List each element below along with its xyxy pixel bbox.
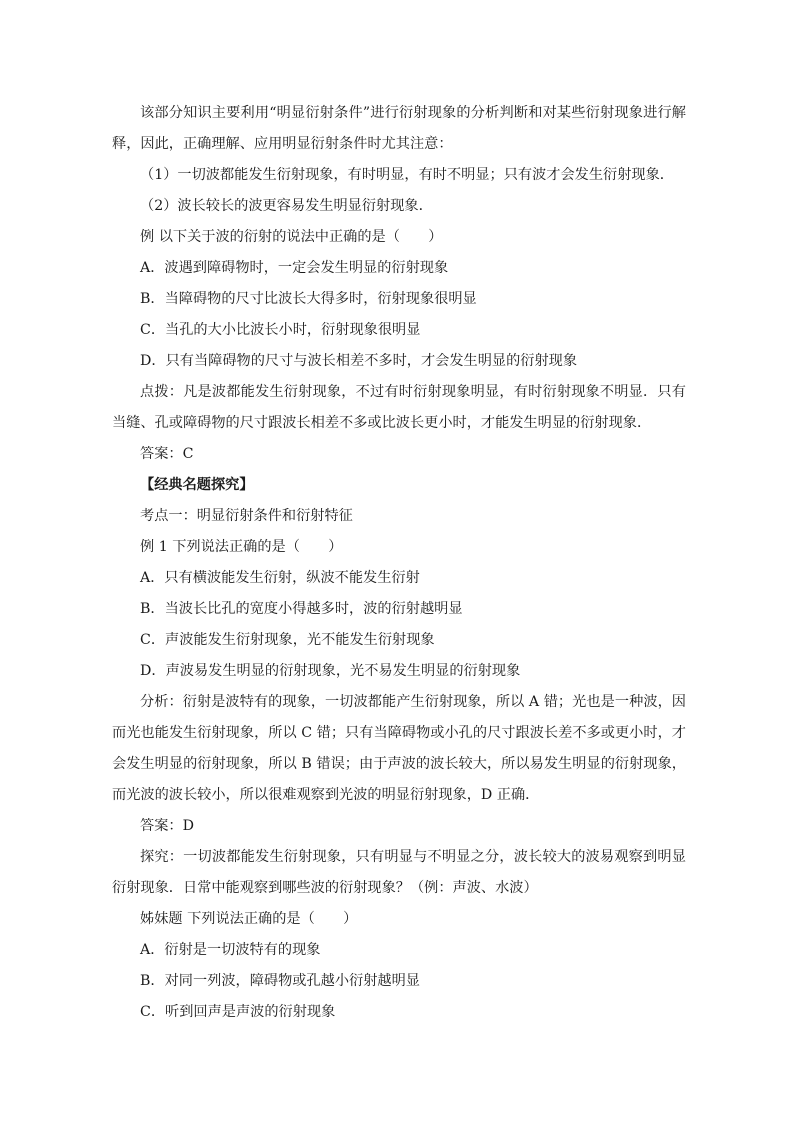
sister-option-a: A．衍射是一切波特有的现象 <box>140 942 321 958</box>
example1-option-d: D．声波易发生明显的衍射现象，光不易发生明显的衍射现象 <box>140 663 521 679</box>
example1-explore: 探究：一切波都能发生衍射现象，只有明显与不明显之分，波长较大的波易观察到明显衍射现象．日常中能观察到哪些波的衍射现象？（例：声波、水波） <box>112 849 686 896</box>
sister-option-c: C．听到回声是声波的衍射现象 <box>140 1004 336 1020</box>
example-option-c: C．当孔的大小比波长小时，衍射现象很明显 <box>140 322 421 338</box>
sister-question: 姊妹题 下列说法正确的是（ ） <box>140 911 358 927</box>
document-page <box>112 98 686 1028</box>
example1-answer: 答案：D <box>140 818 194 834</box>
intro-point-2: （2）波长较长的波更容易发生明显衍射现象． <box>140 198 433 214</box>
example1-analysis: 分析：衍射是波特有的现象，一切波都能产生衍射现象，所以 A 错；光也是一种波，因而光也能发生衍射现象，所以 C 错；只有当障碍物或小孔的尺寸跟波长差不多或更小时，才会发生明显的衍射现象，所以 B 错误；由于声波的波长较大，所以易发生明显的衍射现象，而光波的波长较小，所以很难观察到光波的明显衍射现象，D 正确． <box>112 694 686 803</box>
example-option-d: D．只有当障碍物的尺寸与波长相差不多时，才会发生明显的衍射现象 <box>140 353 578 369</box>
example-option-a: A．波遇到障碍物时，一定会发生明显的衍射现象 <box>140 260 449 276</box>
intro-paragraph: 该部分知识主要利用“明显衍射条件”进行衍射现象的分析判断和对某些衍射现象进行解释，因此，正确理解、应用明显衍射条件时尤其注意： <box>112 105 686 152</box>
example1-option-b: B．当波长比孔的宽度小得越多时，波的衍射越明显 <box>140 601 463 617</box>
example1-question: 例 1 下列说法正确的是（ ） <box>140 539 343 555</box>
example-answer: 答案：C <box>140 446 194 462</box>
section-point: 考点一：明显衍射条件和衍射特征 <box>140 508 353 524</box>
example-option-b: B．当障碍物的尺寸比波长大得多时，衍射现象很明显 <box>140 291 477 307</box>
intro-point-1: （1）一切波都能发生衍射现象，有时明显，有时不明显；只有波才会发生衍射现象． <box>140 167 674 183</box>
sister-option-b: B．对同一列波，障碍物或孔越小衍射越明显 <box>140 973 420 989</box>
example1-option-c: C．声波能发生衍射现象，光不能发生衍射现象 <box>140 632 435 648</box>
example-question: 例 以下关于波的衍射的说法中正确的是（ ） <box>140 229 443 245</box>
example-hint: 点拨：凡是波都能发生衍射现象，不过有时衍射现象明显，有时衍射现象不明显．只有当缝、孔或障碍物的尺寸跟波长相差不多或比波长更小时，才能发生明显的衍射现象． <box>112 384 686 431</box>
example1-option-a: A．只有横波能发生衍射，纵波不能发生衍射 <box>140 570 420 586</box>
section-title: 【经典名题探究】 <box>140 477 254 493</box>
